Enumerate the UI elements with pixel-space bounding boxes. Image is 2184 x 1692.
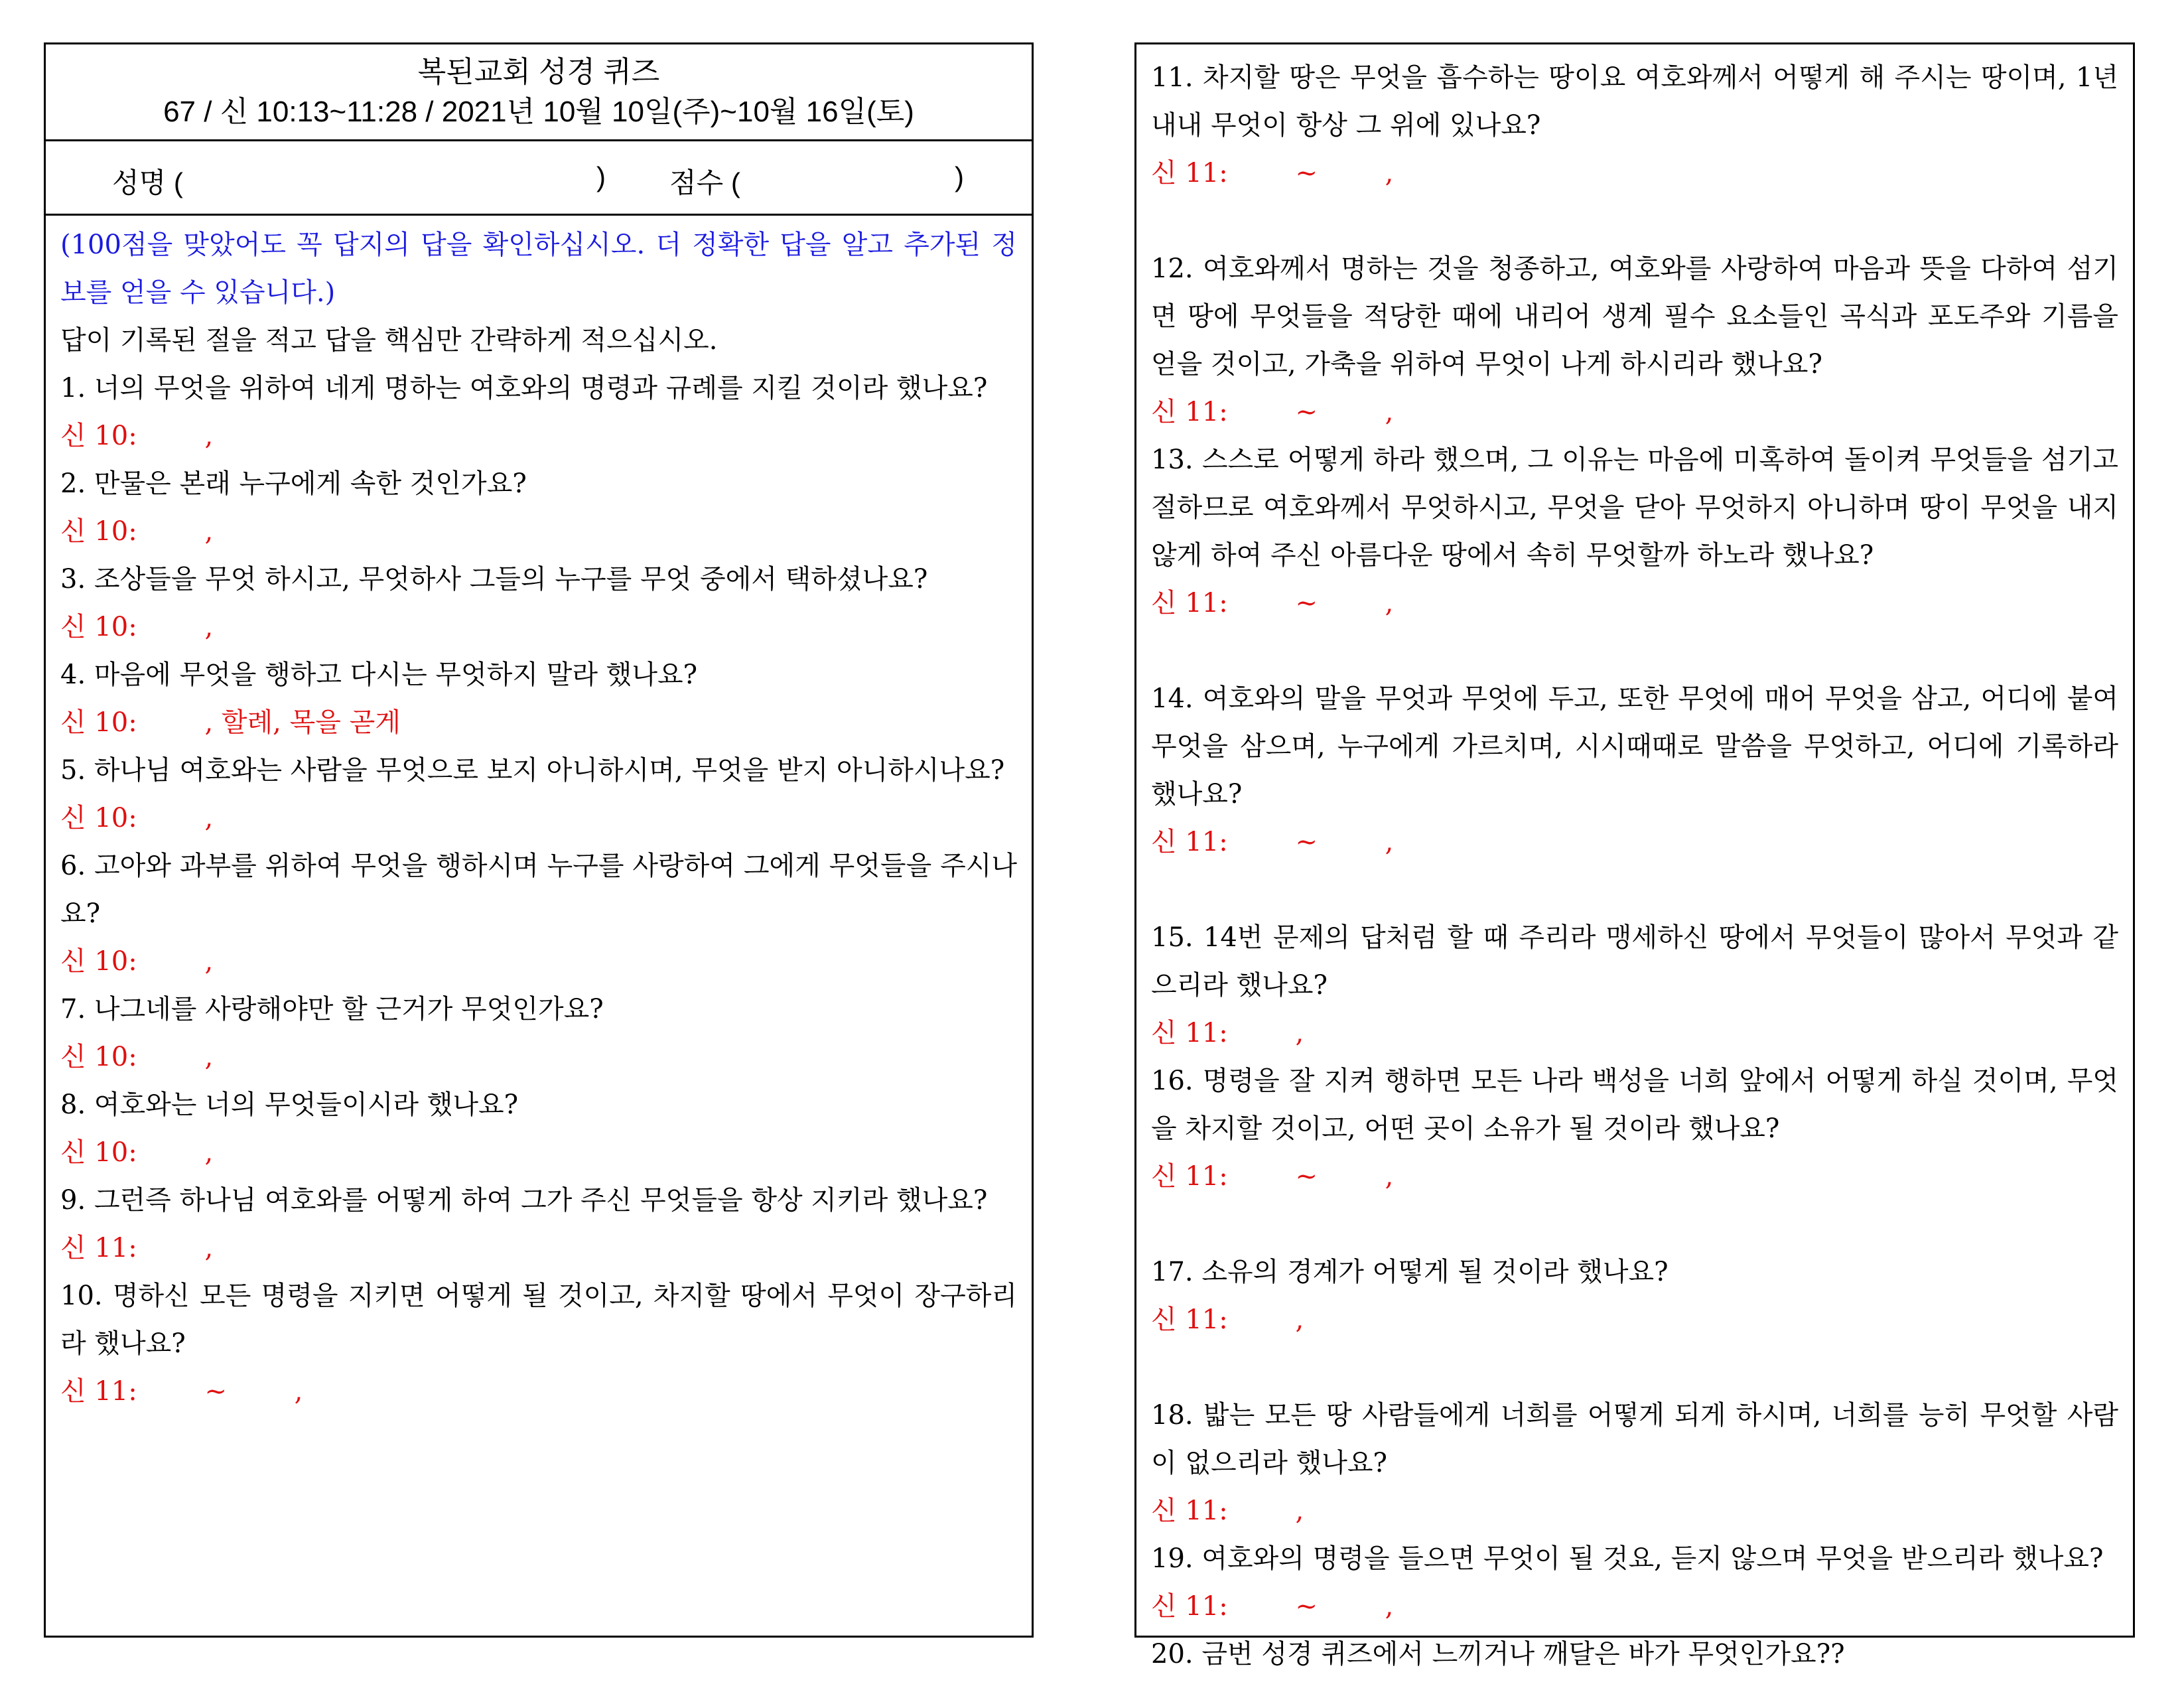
name-score-row	[46, 141, 1032, 216]
answer-8: 신 10: ,	[60, 1137, 214, 1168]
spacer	[1151, 866, 2118, 914]
right-quiz-panel	[1134, 42, 2135, 1669]
question-3: 3. 조상들을 무엇 하시고, 무엇하사 그들의 누구를 무엇 중에서 택하셨나요?	[60, 564, 928, 595]
question-20: 20. 금번 성경 퀴즈에서 느끼거나 깨달은 바가 무엇인가요??	[1151, 1639, 1845, 1669]
score-close: )	[955, 161, 964, 192]
answer-11: 신 11: ~ ,	[1151, 158, 1394, 188]
name-close: )	[596, 161, 606, 192]
answer-4: 신 10: , 할례, 목을 곧게	[60, 707, 401, 738]
left-quiz-panel	[44, 42, 1034, 1638]
answer-5: 신 10: ,	[60, 803, 214, 833]
spacer	[1151, 1200, 2118, 1248]
answer-7: 신 10: ,	[60, 1042, 214, 1072]
answer-1: 신 10: ,	[60, 421, 214, 451]
notice-text: (100점을 맞았어도 꼭 답지의 답을 확인하십시오. 더 정확한 답을 알고 추가된 정보를 얻을 수 있습니다.)	[60, 230, 1017, 308]
answer-3: 신 10: ,	[60, 612, 214, 642]
question-6: 6. 고아와 과부를 위하여 무엇을 행하시며 누구를 사랑하여 그에게 무엇들을 주시나요?	[60, 851, 1017, 929]
spacer	[1151, 1344, 2118, 1391]
question-4: 4. 마음에 무엇을 행하고 다시는 무엇하지 말라 했나요?	[60, 660, 698, 690]
question-5: 5. 하나님 여호와는 사람을 무엇으로 보지 아니하시며, 무엇을 받지 아니하시나요?	[60, 755, 1005, 786]
score-label: 점수 (	[669, 167, 740, 198]
instruction-text: 답이 기록된 절을 적고 답을 핵심만 간략하게 적으십시오.	[60, 325, 718, 356]
quiz-title: 복된교회 성경 퀴즈	[417, 56, 660, 88]
answer-2: 신 10: ,	[60, 516, 214, 547]
quiz-header	[46, 44, 1032, 141]
question-17: 17. 소유의 경계가 어떻게 될 것이라 했나요?	[1151, 1257, 1669, 1287]
question-15: 15. 14번 문제의 답처럼 할 때 주리라 맹세하신 땅에서 무엇들이 많아서 무엇과 같으리라 했나요?	[1151, 922, 2118, 1001]
name-label: 성명 (	[112, 167, 183, 198]
question-14: 14. 여호와의 말을 무엇과 무엇에 두고, 또한 무엇에 매어 무엇을 삼고, 어디에 붙여 무엇을 삼으며, 누구에게 가르치며, 시시때때로 말씀을 무엇하고, 어디에 기록하라 했나요?	[1151, 683, 2118, 810]
question-7: 7. 나그네를 사랑해야만 할 근거가 무엇인가요?	[60, 994, 604, 1024]
answer-13: 신 11: ~ ,	[1151, 588, 1394, 618]
question-18: 18. 밟는 모든 땅 사람들에게 너희를 어떻게 되게 하시며, 너희를 능히 무엇할 사람이 없으리라 했나요?	[1151, 1400, 2118, 1478]
question-2: 2. 만물은 본래 누구에게 속한 것인가요?	[60, 468, 527, 499]
answer-14: 신 11: ~ ,	[1151, 827, 1394, 857]
quiz-subtitle: 67 / 신 10:13~11:28 / 2021년 10월 10일(주)~10월 16일(토)	[163, 96, 914, 128]
question-16: 16. 명령을 잘 지켜 행하면 모든 나라 백성을 너희 앞에서 어떻게 하실 것이며, 무엇을 차지할 것이고, 어떤 곳이 소유가 될 것이라 했나요?	[1151, 1066, 2118, 1144]
spacer	[1151, 627, 2118, 675]
answer-9: 신 11: ,	[60, 1233, 214, 1263]
question-19: 19. 여호와의 명령을 들으면 무엇이 될 것요, 듣지 않으며 무엇을 받으리라 했나요?	[1151, 1543, 2104, 1574]
question-9: 9. 그런즉 하나님 여호와를 어떻게 하여 그가 주신 무엇들을 항상 지키라 했나요?	[60, 1185, 988, 1216]
answer-19: 신 11: ~ ,	[1151, 1591, 1394, 1622]
answer-17: 신 11: ,	[1151, 1304, 1304, 1335]
answer-10: 신 11: ~ ,	[60, 1376, 303, 1407]
answer-15: 신 11: ,	[1151, 1018, 1304, 1048]
right-question-list	[1136, 44, 2133, 1678]
answer-16: 신 11: ~ ,	[1151, 1161, 1394, 1192]
question-1: 1. 너의 무엇을 위하여 네게 명하는 여호와의 명령과 규례를 지킬 것이라 했나요?	[60, 373, 988, 403]
left-question-list	[46, 216, 1032, 1415]
question-10: 10. 명하신 모든 명령을 지키면 어떻게 될 것이고, 차지할 땅에서 무엇이 장구하리라 했나요?	[60, 1281, 1017, 1359]
answer-12: 신 11: ~ ,	[1151, 397, 1394, 427]
question-13: 13. 스스로 어떻게 하라 했으며, 그 이유는 마음에 미혹하여 돌이켜 무엇들을 섬기고 절하므로 여호와께서 무엇하시고, 무엇을 닫아 무엇하지 아니하며 땅이 무엇을 내지 않게 하여 주신 아름다운 땅에서 속히 무엇할까 하노라 했나요?	[1151, 445, 2118, 571]
question-12: 12. 여호와께서 명하는 것을 청종하고, 여호와를 사랑하여 마음과 뜻을 다하여 섬기면 땅에 무엇들을 적당한 때에 내리어 생계 필수 요소들인 곡식과 포도주와 기름을 얻을 것이고, 가축을 위하여 무엇이 나게 하시리라 했나요?	[1151, 253, 2118, 380]
answer-18: 신 11: ,	[1151, 1496, 1304, 1526]
question-8: 8. 여호와는 너의 무엇들이시라 했나요?	[60, 1090, 519, 1120]
spacer	[1151, 197, 2118, 245]
question-11: 11. 차지할 땅은 무엇을 흡수하는 땅이요 여호와께서 어떻게 해 주시는 땅이며, 1년 내내 무엇이 항상 그 위에 있나요?	[1151, 62, 2118, 141]
answer-6: 신 10: ,	[60, 946, 214, 977]
